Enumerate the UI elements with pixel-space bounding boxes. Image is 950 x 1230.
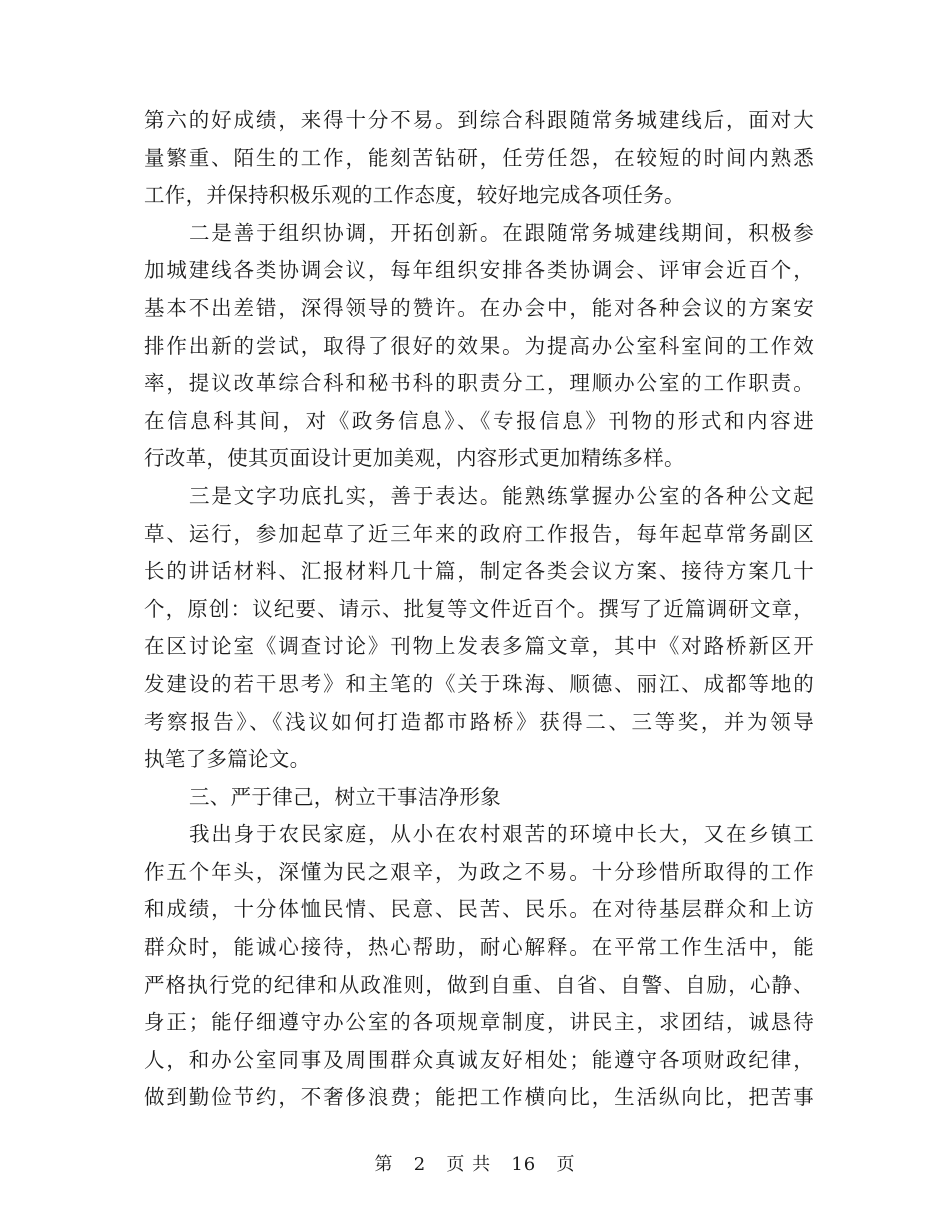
text-line: 基本不出差错，深得领导的赞许。在办会中，能对各种会议的方案安 xyxy=(144,295,814,320)
text-line: 人，和办公室同事及周围群众真诚友好相处；能遵守各项财政纪律， xyxy=(144,1047,814,1072)
footer-total-pages: 16 xyxy=(511,1154,537,1175)
text-line: 三是文字功底扎实，善于表达。能熟练掌握办公室的各种公文起 xyxy=(189,483,814,508)
body-text xyxy=(144,102,814,1117)
text-line: 和成绩，十分体恤民情、民意、民苦、民乐。在对待基层群众和上访 xyxy=(144,897,814,922)
text-line: 量繁重、陌生的工作，能刻苦钻研，任劳任怨，在较短的时间内熟悉 xyxy=(144,145,814,170)
page-footer xyxy=(0,1150,950,1176)
text-line: 我出身于农民家庭，从小在农村艰苦的环境中长大，又在乡镇工 xyxy=(189,822,814,847)
text-line: 加城建线各类协调会议，每年组织安排各类协调会、评审会近百个， xyxy=(144,258,814,283)
text-line: 做到勤俭节约，不奢侈浪费；能把工作横向比，生活纵向比，把苦事 xyxy=(144,1085,814,1110)
text-line: 身正；能仔细遵守办公室的各项规章制度，讲民主，求团结，诚恳待 xyxy=(144,1010,814,1035)
footer-suffix: 页 xyxy=(556,1154,576,1175)
text-line: 在区讨论室《调查讨论》刊物上发表多篇文章，其中《对路桥新区开 xyxy=(144,634,814,659)
text-line: 严格执行党的纪律和从政准则，做到自重、自省、自警、自励，心静、 xyxy=(144,972,814,997)
text-line: 发建设的若干思考》和主笔的《关于珠海、顺德、丽江、成都等地的 xyxy=(144,671,814,696)
text-line: 在信息科其间，对《政务信息》、《专报信息》刊物的形式和内容进 xyxy=(144,408,814,433)
text-line: 群众时，能诚心接待，热心帮助，耐心解释。在平常工作生活中，能 xyxy=(144,935,814,960)
text-line: 个，原创：议纪要、请示、批复等文件近百个。撰写了近篇调研文章， xyxy=(144,596,814,621)
footer-prefix: 第 xyxy=(374,1154,394,1175)
text-line: 第六的好成绩，来得十分不易。到综合科跟随常务城建线后，面对大 xyxy=(144,108,814,132)
text-line: 排作出新的尝试，取得了很好的效果。为提高办公室科室间的工作效 xyxy=(144,333,814,358)
text-line: 工作，并保持积极乐观的工作态度，较好地完成各项任务。 xyxy=(144,183,685,208)
text-line: 三、严于律己，树立干事洁净形象 xyxy=(189,784,501,809)
text-line: 草、运行，参加起草了近三年来的政府工作报告，每年起草常务副区 xyxy=(144,521,814,546)
text-line: 二是善于组织协调，开拓创新。在跟随常务城建线期间，积极参 xyxy=(189,220,814,245)
text-line: 执笔了多篇论文。 xyxy=(144,747,311,772)
text-line: 考察报告》、《浅议如何打造都市路桥》获得二、三等奖，并为领导 xyxy=(144,709,814,734)
footer-middle: 页 共 xyxy=(446,1154,492,1175)
footer-page-number: 2 xyxy=(413,1154,427,1175)
text-line: 率，提议改革综合科和秘书科的职责分工，理顺办公室的工作职责。 xyxy=(144,371,814,396)
text-line: 行改革，使其页面设计更加美观，内容形式更加精练多样。 xyxy=(144,446,685,471)
text-line: 长的讲话材料、汇报材料几十篇，制定各类会议方案、接待方案几十 xyxy=(144,559,814,584)
text-line: 作五个年头，深懂为民之艰辛，为政之不易。十分珍惜所取得的工作 xyxy=(144,859,814,884)
